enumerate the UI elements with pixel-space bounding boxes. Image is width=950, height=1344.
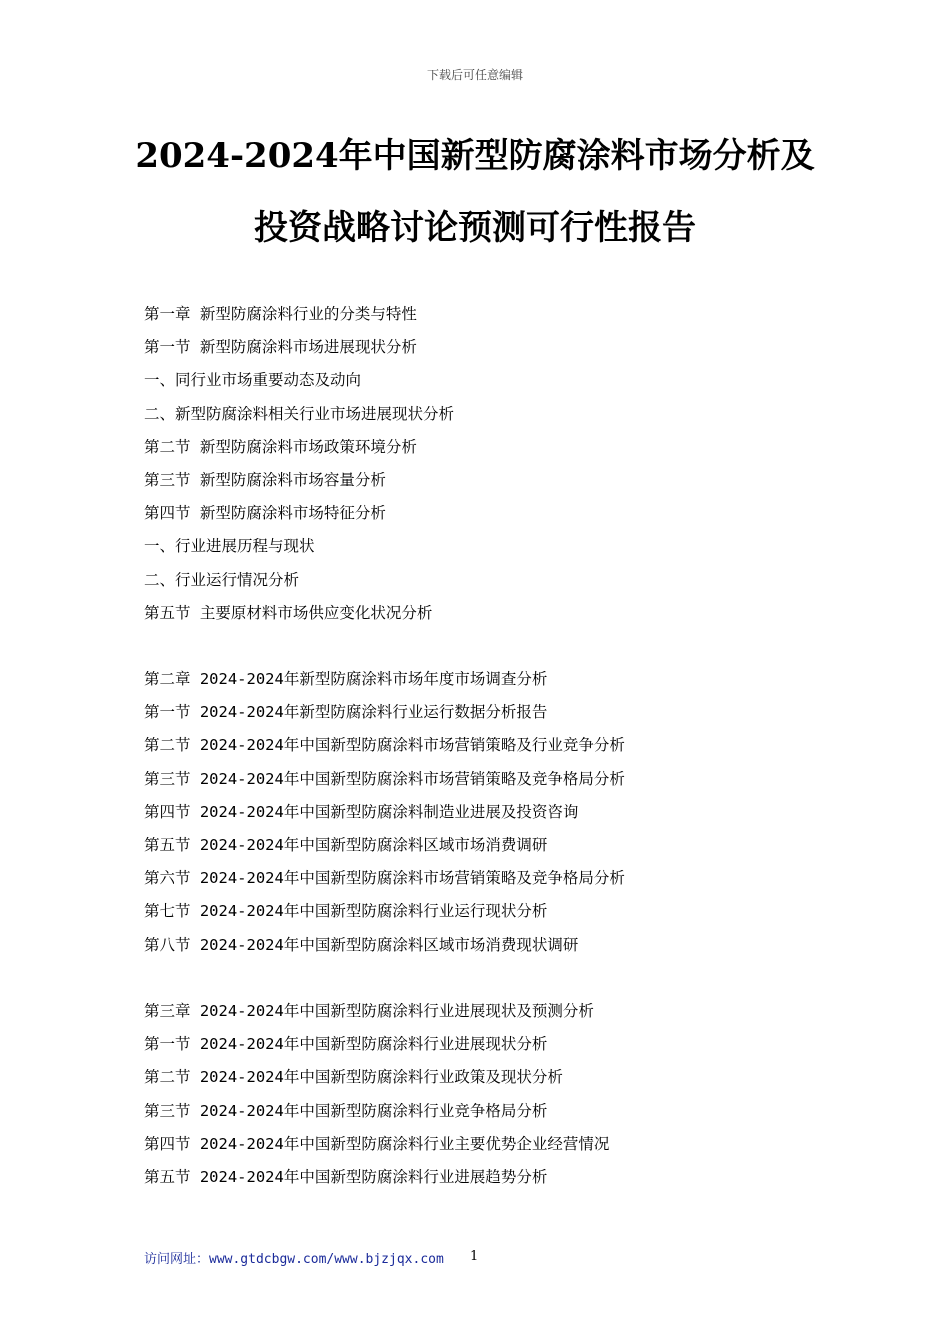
toc-entry: 第五节 2024-2024年中国新型防腐涂料行业进展趋势分析 [144, 1167, 548, 1186]
footer-visit-url[interactable]: 访问网址：www.gtdcbgw.com/www.bjzjqx.com [144, 1252, 444, 1267]
toc-entry: 第一节 2024-2024年新型防腐涂料行业运行数据分析报告 [144, 703, 548, 722]
toc-entry: 第一章 新型防腐涂料行业的分类与特性 [144, 305, 417, 323]
toc-entry: 一、同行业市场重要动态及动向 [144, 371, 362, 390]
toc-entry: 第三节 新型防腐涂料市场容量分析 [144, 470, 386, 489]
toc-entry: 第六节 2024-2024年中国新型防腐涂料市场营销策略及竞争格局分析 [144, 869, 625, 888]
toc-entry: 第一节 2024-2024年中国新型防腐涂料行业进展现状分析 [144, 1035, 548, 1054]
report-title-line-1: 2024-2024年中国新型防腐涂料市场分析及 [135, 136, 815, 176]
toc-spacer [144, 632, 864, 665]
toc-entry: 第五节 主要原材料市场供应变化状况分析 [144, 603, 433, 622]
toc-entry: 第七节 2024-2024年中国新型防腐涂料行业运行现状分析 [144, 902, 548, 921]
toc-entry: 二、新型防腐涂料相关行业市场进展现状分析 [144, 404, 455, 423]
toc-spacer [144, 964, 864, 997]
toc-entry: 第五节 2024-2024年中国新型防腐涂料区域市场消费调研 [144, 836, 548, 854]
table-of-contents [144, 300, 864, 1196]
page-number: 1 [470, 1249, 479, 1264]
toc-entry: 第三节 2024-2024年中国新型防腐涂料市场营销策略及竞争格局分析 [144, 769, 625, 788]
toc-entry: 第三节 2024-2024年中国新型防腐涂料行业竞争格局分析 [144, 1101, 548, 1120]
toc-entry: 第八节 2024-2024年中国新型防腐涂料区域市场消费现状调研 [144, 935, 579, 954]
toc-entry: 第四节 新型防腐涂料市场特征分析 [144, 504, 386, 523]
toc-entry: 第二节 新型防腐涂料市场政策环境分析 [144, 437, 417, 456]
header-note: 下载后可任意编辑 [426, 68, 523, 82]
toc-entry: 第二节 2024-2024年中国新型防腐涂料行业政策及现状分析 [144, 1068, 563, 1087]
report-title-line-2: 投资战略讨论预测可行性报告 [254, 208, 696, 248]
toc-entry: 第三章 2024-2024年中国新型防腐涂料行业进展现状及预测分析 [144, 1001, 594, 1020]
toc-entry: 第二节 2024-2024年中国新型防腐涂料市场营销策略及行业竞争分析 [144, 736, 625, 755]
toc-entry: 第二章 2024-2024年新型防腐涂料市场年度市场调查分析 [144, 670, 548, 689]
toc-entry: 第四节 2024-2024年中国新型防腐涂料制造业进展及投资咨询 [144, 802, 579, 821]
toc-entry: 二、行业运行情况分析 [144, 570, 300, 589]
toc-entry: 一、行业进展历程与现状 [144, 537, 315, 556]
toc-entry: 第一节 新型防腐涂料市场进展现状分析 [144, 338, 417, 357]
toc-entry: 第四节 2024-2024年中国新型防腐涂料行业主要优势企业经营情况 [144, 1134, 610, 1153]
